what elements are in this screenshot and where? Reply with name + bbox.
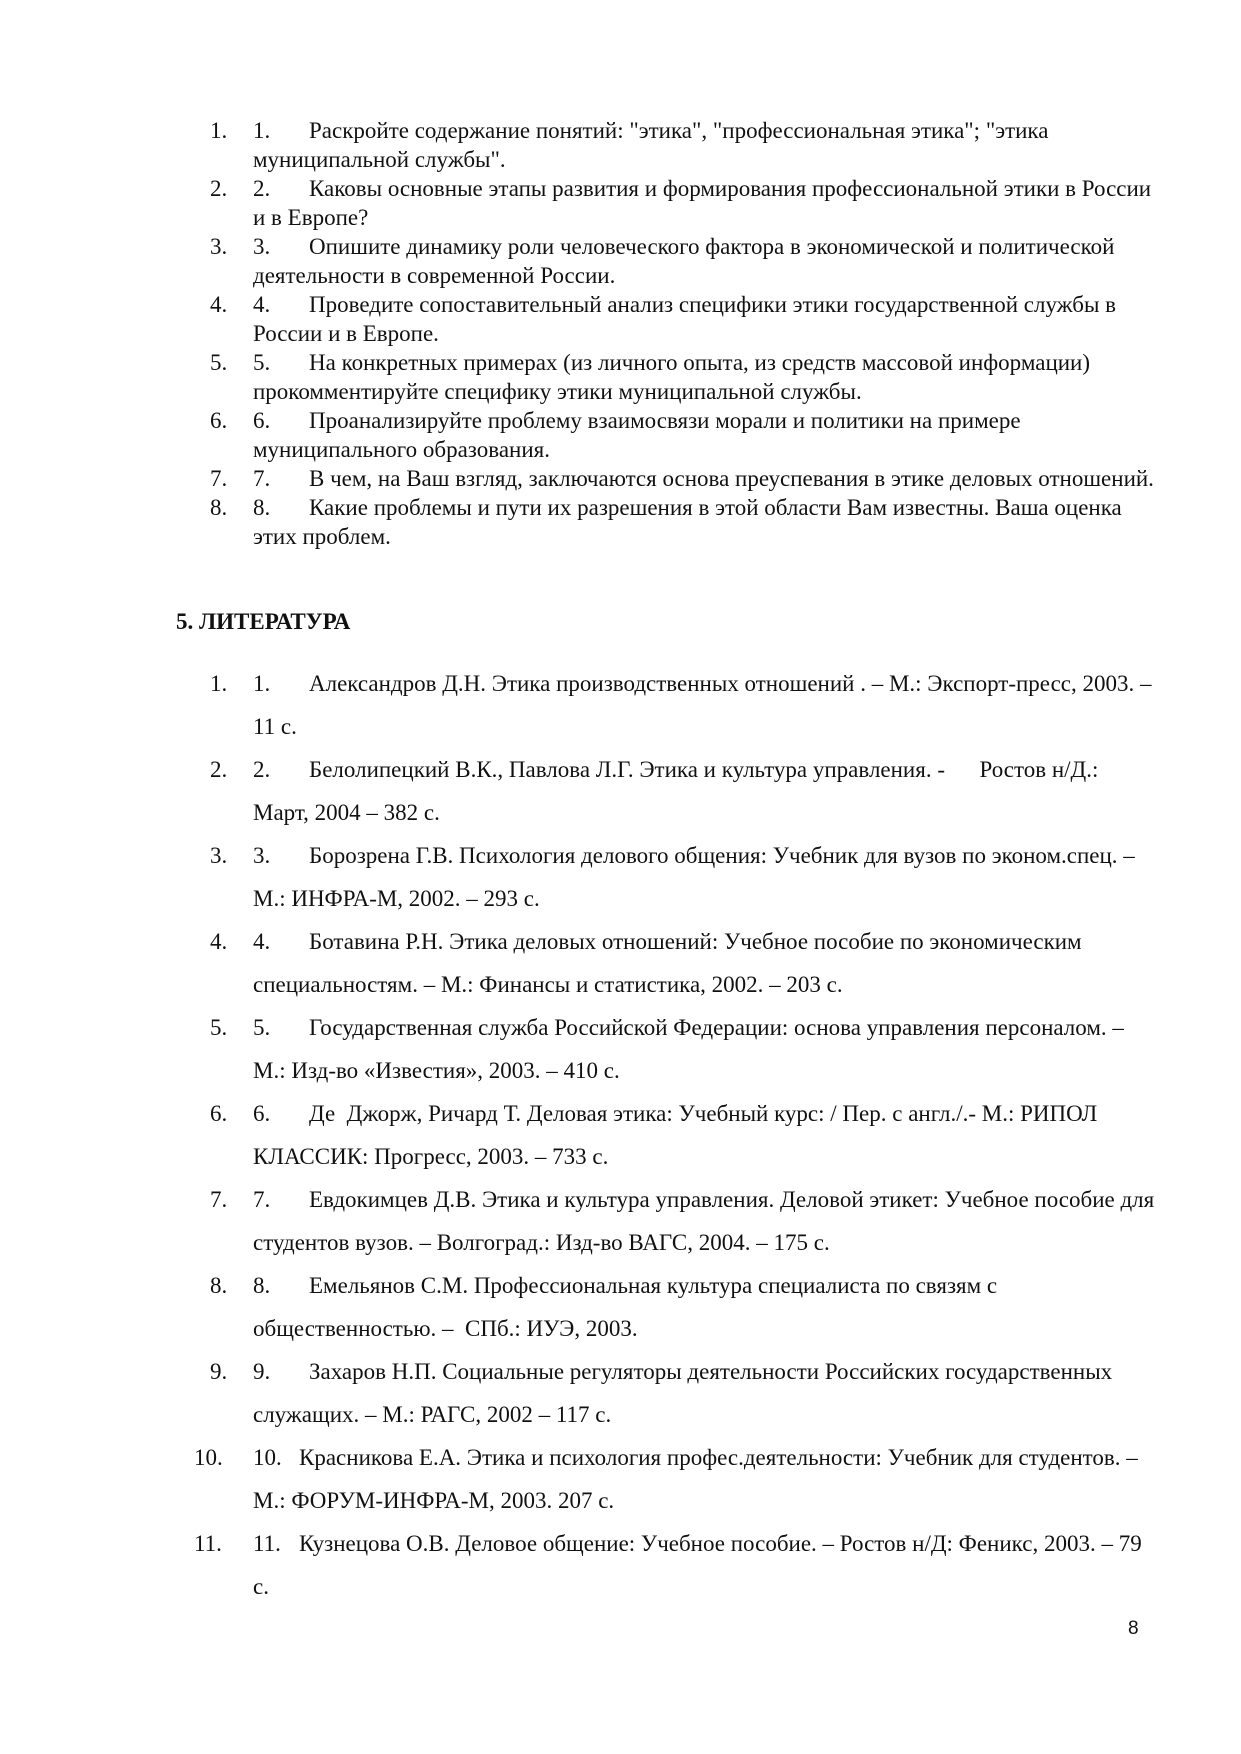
question-inner-number: 3. [253,234,271,259]
question-item-5 [210,348,1160,406]
reference-item-5 [210,1006,1160,1092]
question-inner-number: 2. [253,176,271,201]
question-outer-number: 4. [210,292,228,317]
reference-outer-number: 2. [210,757,228,782]
question-text: Какие проблемы и пути их разрешения в этой области Вам известны. Ваша оценка этих проблем. [253,495,1122,549]
question-outer-number: 7. [210,466,228,491]
question-text: Опишите динамику роли человеческого фактора в экономической и политической деятельности в современной России. [253,234,1115,288]
question-outer-number: 8. [210,495,228,520]
question-inner-number: 5. [253,350,271,375]
question-item-6 [210,406,1160,464]
reference-item-8 [210,1264,1160,1350]
reference-inner-number: 3. [253,843,271,868]
reference-inner-number: 5. [253,1015,271,1040]
reference-text: Кузнецова О.В. Деловое общение: Учебное пособие. – Ростов н/Д: Феникс, 2003. – 79 с. [253,1531,1142,1599]
question-text: Проанализируйте проблему взаимосвязи морали и политики на примере муниципального образования. [253,408,1021,462]
question-text: В чем, на Ваш взгляд, заключаются основа преуспевания в этике деловых отношений. [309,466,1154,491]
question-outer-number: 5. [210,350,228,375]
question-inner-number: 7. [253,466,271,491]
reference-text: Белолипецкий В.К., Павлова Л.Г. Этика и культура управления. - Ростов н/Д.: Март, 2004 – 382 с. [253,757,1105,825]
reference-item-9 [210,1350,1160,1436]
reference-inner-number: 8. [253,1273,271,1298]
question-outer-number: 2. [210,176,228,201]
question-inner-number: 6. [253,408,271,433]
question-outer-number: 3. [210,234,228,259]
question-item-1 [210,116,1160,174]
question-inner-number: 1. [253,118,271,143]
reference-inner-number: 7. [253,1187,271,1212]
references-list [194,662,1160,1608]
reference-item-7 [210,1178,1160,1264]
reference-outer-number: 9. [210,1359,228,1384]
question-item-3 [210,232,1160,290]
question-text: Проведите сопоставительный анализ специфики этики государственной службы в России и в Европе. [253,292,1117,346]
reference-text: Емельянов С.М. Профессиональная культура специалиста по связям с общественностью. – СПб.: ИУЭ, 2003. [253,1273,1003,1341]
reference-text: Борозрена Г.В. Психология делового общения: Учебник для вузов по эконом.спец. – М.: ИНФРА-М, 2002. – 293 с. [253,843,1135,911]
reference-item-1 [210,662,1160,748]
reference-outer-number: 1. [210,671,228,696]
question-item-8 [210,493,1160,551]
question-text: На конкретных примерах (из личного опыта, из средств массовой информации) прокомментируйте специфику этики муниципальной службы. [253,350,1091,404]
section-title: 5. ЛИТЕРАТУРА [176,609,351,634]
question-text: Раскройте содержание понятий: "этика", "профессиональная этика"; "этика муниципальной службы". [253,118,1049,172]
reference-inner-number: 10. [253,1445,282,1470]
question-item-4 [210,290,1160,348]
reference-outer-number: 3. [210,843,228,868]
question-outer-number: 6. [210,408,228,433]
reference-text: Де Джорж, Ричард Т. Деловая этика: Учебный курс: / Пер. с англ./.- М.: РИПОЛ КЛАССИК: Прогресс, 2003. – 733 с. [253,1101,1103,1169]
reference-item-2 [210,748,1160,834]
reference-item-3 [210,834,1160,920]
reference-text: Александров Д.Н. Этика производственных отношений . – М.: Экспорт-пресс, 2003. – 11 с. [253,671,1152,739]
question-item-2 [210,174,1160,232]
question-outer-number: 1. [210,118,228,143]
reference-outer-number: 7. [210,1187,228,1212]
reference-outer-number: 6. [210,1101,228,1126]
reference-outer-number: 10. [194,1445,223,1470]
question-inner-number: 8. [253,495,271,520]
reference-text: Государственная служба Российской Федерации: основа управления персоналом. – М.: Изд-во «Известия», 2003. – 410 с. [253,1015,1124,1083]
reference-outer-number: 4. [210,929,228,954]
question-item-7 [210,464,1160,493]
reference-item-11 [194,1522,1160,1608]
reference-text: Захаров Н.П. Социальные регуляторы деятельности Российских государственных служащих. – М.: РАГС, 2002 – 117 с. [253,1359,1113,1427]
reference-inner-number: 9. [253,1359,271,1384]
reference-text: Евдокимцев Д.В. Этика и культура управления. Деловой этикет: Учебное пособие для студентов вузов. – Волгоград.: Изд-во ВАГС, 2004. – 175 с. [253,1187,1155,1255]
reference-outer-number: 8. [210,1273,228,1298]
reference-outer-number: 11. [194,1531,222,1556]
question-text: Каковы основные этапы развития и формирования профессиональной этики в России и в Европе? [253,176,1152,230]
reference-item-10 [194,1436,1160,1522]
reference-text: Ботавина Р.Н. Этика деловых отношений: Учебное пособие по экономическим специальностям. – М.: Финансы и статистика, 2002. – 203 с. [253,929,1082,997]
reference-item-4 [210,920,1160,1006]
page-number: 8 [1128,1618,1139,1639]
question-inner-number: 4. [253,292,271,317]
questions-list [210,116,1160,551]
reference-inner-number: 1. [253,671,271,696]
reference-outer-number: 5. [210,1015,228,1040]
reference-inner-number: 4. [253,929,271,954]
reference-inner-number: 6. [253,1101,271,1126]
reference-item-6 [210,1092,1160,1178]
reference-inner-number: 2. [253,757,271,782]
reference-inner-number: 11. [253,1531,281,1556]
reference-text: Красникова Е.А. Этика и психология профес.деятельности: Учебник для студентов. – М.: ФОРУМ-ИНФРА-М, 2003. 207 с. [253,1445,1138,1513]
